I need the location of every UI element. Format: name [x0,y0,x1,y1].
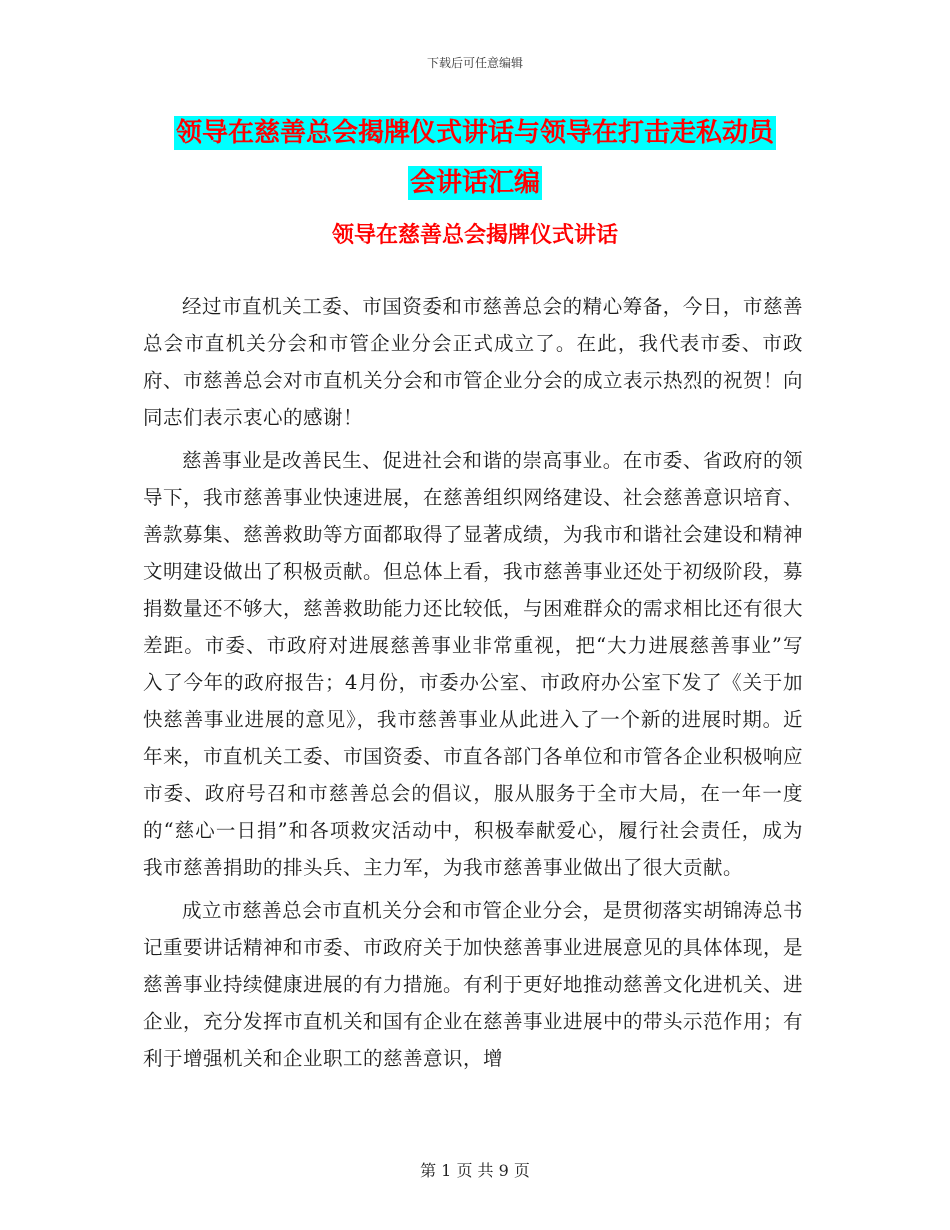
document-title [145,108,805,208]
paragraph-2: 慈善事业是改善民生、促进社会和谐的崇高事业。在市委、省政府的领导下，我市慈善事业快速进展，在慈善组织网络建设、社会慈善意识培育、善款募集、慈善救助等方面都取得了显著成绩，为我市和谐社会建设和精神文明建设做出了积极贡献。但总体上看，我市慈善事业还处于初级阶段，募捐数量还不够大，慈善救助能力还比较低，与困难群众的需求相比还有很大差距。市委、市政府对进展慈善事业非常重视，把“大力进展慈善事业”写入了今年的政府报告；4月份，市委办公室、市政府办公室下发了《关于加快慈善事业进展的意见》，我市慈善事业从此进入了一个新的进展时期。近年来，市直机关工委、市国资委、市直各部门各单位和市管各企业积极响应市委、政府号召和市慈善总会的倡议，服从服务于全市大局，在一年一度的“慈心一日捐”和各项救灾活动中，积极奉献爱心，履行社会责任，成为我市慈善捐助的排头兵、主力军，为我市慈善事业做出了很大贡献。 [143,449,804,879]
paragraph-1: 经过市直机关工委、市国资委和市慈善总会的精心筹备，今日，市慈善总会市直机关分会和市管企业分会正式成立了。在此，我代表市委、市政府、市慈善总会对市直机关分会和市管企业分会的成立表示热烈的祝贺！向同志们表示衷心的感谢！ [143,295,804,429]
paragraph-3: 成立市慈善总会市直机关分会和市管企业分会，是贯彻落实胡锦涛总书记重要讲话精神和市委、市政府关于加快慈善事业进展意见的具体体现，是慈善事业持续健康进展的有力措施。有利于更好地推动慈善文化进机关、进企业，充分发挥市直机关和国有企业在慈善事业进展中的带头示范作用；有利于增强机关和企业职工的慈善意识，增 [143,899,804,1070]
document-title-line-1: 领导在慈善总会揭牌仪式讲话与领导在打击走私动员 [175,118,774,148]
body-text [143,288,803,1083]
document-title-line-2: 会讲话汇编 [409,168,540,198]
page-number: 第 1 页 共 9 页 [420,1161,530,1180]
header-note: 下载后可任意编辑 [426,56,523,70]
section-title: 领导在慈善总会揭牌仪式讲话 [331,222,618,248]
